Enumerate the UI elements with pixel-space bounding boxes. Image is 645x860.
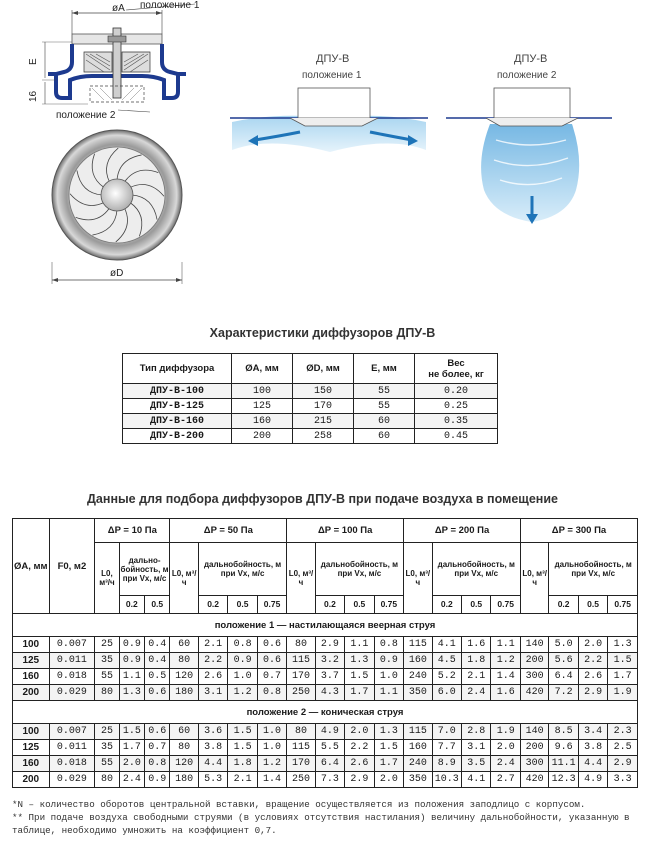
selection-table [12,518,638,788]
selection-cell: 1.0 [374,669,404,685]
selection-cell: 1.5 [374,740,404,756]
selection-cell: 2.7 [491,772,521,788]
selection-cell: 3.7 [315,669,344,685]
col-airflow: L0, м³/ч [170,543,198,614]
selection-cell: 1.3 [608,637,638,653]
selection-cell: 0.8 [228,637,257,653]
col-airflow: L0, м³/ч [404,543,432,614]
dim-d-label: øD [110,268,124,279]
selection-cell: 250 [287,685,315,701]
selection-cell: 125 [13,653,50,669]
cell-a: 125 [232,399,293,414]
selection-cell: 170 [287,669,315,685]
selection-cell: 1.7 [119,740,144,756]
col-range: дально-бойность, м при Vx, м/с [119,543,170,596]
selection-body [13,614,638,788]
cell-type: ДПУ-В-125 [123,399,232,414]
front-view-drawing [52,130,182,284]
selection-cell: 2.6 [198,669,227,685]
cell-d: 170 [293,399,354,414]
cell-e: 60 [354,429,415,444]
selection-cell: 1.2 [491,653,521,669]
col-range: дальнобойность, м при Vx, м/с [198,543,286,596]
footnotes [12,798,638,837]
selection-cell: 2.9 [578,685,607,701]
selection-cell: 3.3 [608,772,638,788]
selection-cell: 3.1 [198,685,227,701]
selection-cell: 80 [170,740,198,756]
cell-a: 160 [232,414,293,429]
selection-cell: 180 [170,685,198,701]
cell-w: 0.20 [415,384,498,399]
cell-a: 200 [232,429,293,444]
selection-cell: 80 [95,772,119,788]
selection-cell: 5.3 [198,772,227,788]
col-weight [415,354,498,384]
cell-d: 215 [293,414,354,429]
selection-cell: 1.2 [228,685,257,701]
selection-cell: 200 [13,772,50,788]
selection-cell: 2.4 [119,772,144,788]
col-range: дальнобойность, м при Vx, м/с [549,543,638,596]
footnote-2: ** При подаче воздуха свободными струями (в условиях отсутствия настилания) величину дальнобойности, указанную в таблице, необходимо умножить на коэффициент 0,7. [12,812,630,836]
section-row [13,614,638,637]
selection-cell: 2.9 [315,637,344,653]
selection-cell: 10.3 [432,772,461,788]
selection-cell: 2.1 [228,772,257,788]
selection-cell: 0.7 [145,740,170,756]
selection-cell: 0.011 [49,740,95,756]
group-300pa: ΔP = 300 Па [520,519,637,543]
selection-cell: 2.1 [198,637,227,653]
subheader-row [13,543,638,596]
selection-cell: 0.7 [257,669,286,685]
selection-cell: 2.8 [462,724,491,740]
selection-cell: 140 [520,724,548,740]
selection-cell: 9.6 [549,740,578,756]
selection-cell: 6.4 [315,756,344,772]
col-speed: 0.5 [462,596,491,614]
selection-cell: 8.5 [549,724,578,740]
selection-cell: 6.4 [549,669,578,685]
selection-cell: 200 [13,685,50,701]
selection-cell: 3.1 [462,740,491,756]
selection-cell: 115 [287,740,315,756]
selection-cell: 4.9 [315,724,344,740]
col-speed: 0.5 [228,596,257,614]
position-2-illustration [446,53,612,224]
selection-cell: 4.5 [432,653,461,669]
col-speed: 0.75 [257,596,286,614]
dim-a-label: øA [112,3,125,14]
selection-cell: 25 [95,724,119,740]
selection-cell: 5.6 [549,653,578,669]
selection-cell: 2.9 [345,772,374,788]
section-row [13,701,638,724]
selection-cell: 2.2 [578,653,607,669]
selection-cell: 2.1 [462,669,491,685]
dim-16-label: 16 [28,90,39,102]
selection-cell: 3.6 [198,724,227,740]
selection-cell: 7.3 [315,772,344,788]
pos2-subtitle: положение 2 [497,70,557,81]
selection-cell: 8.9 [432,756,461,772]
selection-cell: 80 [287,637,315,653]
col-speed: 0.2 [549,596,578,614]
col-speed: 0.75 [491,596,521,614]
selection-cell: 60 [170,637,198,653]
selection-cell: 2.9 [608,756,638,772]
selection-cell: 2.0 [119,756,144,772]
selection-cell: 80 [170,653,198,669]
col-diameter: ØА, мм [13,519,50,614]
label-position-1: положение 1 [140,0,200,11]
pos1-title: ДПУ-В [316,53,350,65]
selection-cell: 2.3 [608,724,638,740]
selection-cell: 2.0 [345,724,374,740]
col-speed: 0.5 [578,596,607,614]
selection-cell: 80 [95,685,119,701]
selection-cell: 2.5 [608,740,638,756]
col-speed: 0.2 [198,596,227,614]
characteristics-row [123,414,498,429]
selection-cell: 1.6 [491,685,521,701]
footnote-1: *N – количество оборотов центральной вставки, вращение осуществляется из положения заподлицо с корпусом. [12,799,586,810]
selection-cell: 11.1 [549,756,578,772]
cell-e: 55 [354,399,415,414]
cell-a: 100 [232,384,293,399]
selection-cell: 1.2 [257,756,286,772]
col-range: дальнобойность, м при Vx, м/с [315,543,403,596]
label-position-2: положение 2 [56,110,116,121]
cell-w: 0.25 [415,399,498,414]
selection-row [13,740,638,756]
selection-cell: 1.5 [119,724,144,740]
selection-cell: 80 [287,724,315,740]
selection-cell: 2.6 [345,756,374,772]
col-e: Е, мм [354,354,415,384]
selection-cell: 115 [287,653,315,669]
selection-cell: 7.0 [432,724,461,740]
selection-cell: 1.5 [608,653,638,669]
group-50pa: ΔP = 50 Па [170,519,287,543]
selection-cell: 1.0 [257,724,286,740]
characteristics-row [123,384,498,399]
selection-cell: 0.029 [49,772,95,788]
characteristics-row [123,399,498,414]
selection-cell: 0.8 [374,637,404,653]
selection-cell: 1.4 [257,772,286,788]
selection-cell: 0.9 [119,653,144,669]
selection-cell: 25 [95,637,119,653]
selection-cell: 35 [95,740,119,756]
selection-row [13,772,638,788]
selection-row [13,669,638,685]
selection-row [13,756,638,772]
selection-cell: 250 [287,772,315,788]
col-a: ØА, мм [232,354,293,384]
selection-cell: 180 [170,772,198,788]
selection-cell: 240 [404,669,432,685]
selection-cell: 2.6 [578,669,607,685]
selection-cell: 1.5 [345,669,374,685]
selection-cell: 0.9 [119,637,144,653]
selection-cell: 1.7 [374,756,404,772]
cell-type: ДПУ-В-160 [123,414,232,429]
selection-cell: 140 [520,637,548,653]
selection-cell: 160 [404,740,432,756]
position-1-illustration [230,53,428,152]
selection-cell: 300 [520,669,548,685]
selection-cell: 0.6 [257,653,286,669]
selection-cell: 170 [287,756,315,772]
col-speed: 0.5 [345,596,374,614]
cell-e: 55 [354,384,415,399]
selection-cell: 200 [520,653,548,669]
selection-cell: 7.7 [432,740,461,756]
col-weight-line1: Вес [447,357,465,369]
pos2-title: ДПУ-В [514,53,548,65]
selection-title: Данные для подбора диффузоров ДПУ-В при подаче воздуха в помещение [87,492,558,506]
selection-cell: 100 [13,637,50,653]
selection-cell: 4.4 [578,756,607,772]
selection-cell: 200 [520,740,548,756]
col-range: дальнобойность, м при Vx, м/с [432,543,520,596]
selection-cell: 4.3 [315,685,344,701]
col-speed: 0.5 [145,596,170,614]
selection-cell: 1.9 [491,724,521,740]
selection-cell: 0.007 [49,637,95,653]
col-speed: 0.2 [119,596,144,614]
selection-cell: 4.4 [198,756,227,772]
selection-cell: 350 [404,772,432,788]
selection-cell: 350 [404,685,432,701]
selection-cell: 1.1 [345,637,374,653]
diffuser-drawings [0,0,645,300]
col-weight-line2: не более, кг [428,368,484,380]
characteristics-table [122,353,498,444]
selection-cell: 1.5 [228,724,257,740]
selection-cell: 5.2 [432,669,461,685]
selection-cell: 1.3 [374,724,404,740]
group-200pa: ΔP = 200 Па [404,519,521,543]
selection-cell: 2.4 [462,685,491,701]
selection-cell: 3.2 [315,653,344,669]
selection-cell: 300 [520,756,548,772]
selection-cell: 1.9 [608,685,638,701]
selection-cell: 55 [95,669,119,685]
selection-cell: 160 [404,653,432,669]
cell-d: 150 [293,384,354,399]
selection-cell: 1.3 [119,685,144,701]
selection-cell: 0.4 [145,653,170,669]
selection-cell: 0.007 [49,724,95,740]
selection-cell: 55 [95,756,119,772]
selection-cell: 240 [404,756,432,772]
selection-row [13,637,638,653]
selection-cell: 7.2 [549,685,578,701]
col-airflow: L0, м³/ч [287,543,315,614]
pos1-subtitle: положение 1 [302,70,362,81]
selection-cell: 3.8 [198,740,227,756]
selection-cell: 1.1 [119,669,144,685]
selection-cell: 6.0 [432,685,461,701]
selection-cell: 0.011 [49,653,95,669]
col-airflow: L0, м³/ч [95,543,119,614]
selection-cell: 1.1 [374,685,404,701]
selection-cell: 1.5 [228,740,257,756]
selection-cell: 115 [404,724,432,740]
selection-cell: 3.5 [462,756,491,772]
selection-cell: 3.4 [578,724,607,740]
selection-cell: 12.3 [549,772,578,788]
selection-cell: 160 [13,756,50,772]
col-f0: F0, м2 [49,519,95,614]
selection-cell: 1.0 [257,740,286,756]
selection-cell: 1.7 [608,669,638,685]
selection-cell: 2.0 [491,740,521,756]
selection-cell: 120 [170,669,198,685]
section-label: положение 1 — настилающаяся веерная струя [13,614,638,637]
selection-cell: 2.0 [374,772,404,788]
selection-cell: 5.5 [315,740,344,756]
col-speed: 0.2 [315,596,344,614]
cell-w: 0.45 [415,429,498,444]
selection-cell: 120 [170,756,198,772]
section-drawing [28,0,200,121]
selection-cell: 0.6 [145,685,170,701]
selection-cell: 115 [404,637,432,653]
group-100pa: ΔP = 100 Па [287,519,404,543]
group-10pa: ΔP = 10 Па [95,519,170,543]
selection-cell: 2.2 [345,740,374,756]
cell-e: 60 [354,414,415,429]
selection-cell: 2.4 [491,756,521,772]
selection-row [13,724,638,740]
selection-cell: 420 [520,772,548,788]
col-speed: 0.75 [608,596,638,614]
col-speed: 0.2 [432,596,461,614]
selection-cell: 0.5 [145,669,170,685]
selection-cell: 420 [520,685,548,701]
selection-cell: 0.018 [49,756,95,772]
characteristics-body [123,384,498,444]
selection-cell: 0.9 [374,653,404,669]
selection-cell: 2.0 [578,637,607,653]
selection-cell: 0.9 [228,653,257,669]
selection-cell: 4.1 [432,637,461,653]
section-label: положение 2 — коническая струя [13,701,638,724]
selection-cell: 125 [13,740,50,756]
selection-cell: 1.1 [491,637,521,653]
selection-cell: 2.2 [198,653,227,669]
col-speed: 0.75 [374,596,404,614]
selection-cell: 60 [170,724,198,740]
selection-row [13,685,638,701]
selection-cell: 35 [95,653,119,669]
dim-e-label: E [28,58,39,65]
selection-cell: 0.6 [257,637,286,653]
selection-cell: 1.7 [345,685,374,701]
selection-cell: 5.0 [549,637,578,653]
selection-cell: 1.6 [462,637,491,653]
cell-w: 0.35 [415,414,498,429]
col-d: ØD, мм [293,354,354,384]
cell-d: 258 [293,429,354,444]
selection-cell: 4.1 [462,772,491,788]
selection-cell: 1.3 [345,653,374,669]
selection-cell: 0.8 [145,756,170,772]
selection-cell: 0.6 [145,724,170,740]
col-type: Тип диффузора [123,354,232,384]
selection-cell: 0.4 [145,637,170,653]
characteristics-title: Характеристики диффузоров ДПУ-В [209,326,436,340]
col-airflow: L0, м³/ч [520,543,548,614]
selection-cell: 4.9 [578,772,607,788]
cell-type: ДПУ-В-200 [123,429,232,444]
selection-cell: 0.9 [145,772,170,788]
selection-cell: 100 [13,724,50,740]
characteristics-row [123,429,498,444]
selection-cell: 0.8 [257,685,286,701]
selection-cell: 1.4 [491,669,521,685]
cell-type: ДПУ-В-100 [123,384,232,399]
selection-cell: 160 [13,669,50,685]
selection-cell: 1.8 [462,653,491,669]
selection-cell: 3.8 [578,740,607,756]
selection-cell: 0.018 [49,669,95,685]
selection-row [13,653,638,669]
selection-cell: 1.8 [228,756,257,772]
selection-cell: 0.029 [49,685,95,701]
selection-cell: 1.0 [228,669,257,685]
